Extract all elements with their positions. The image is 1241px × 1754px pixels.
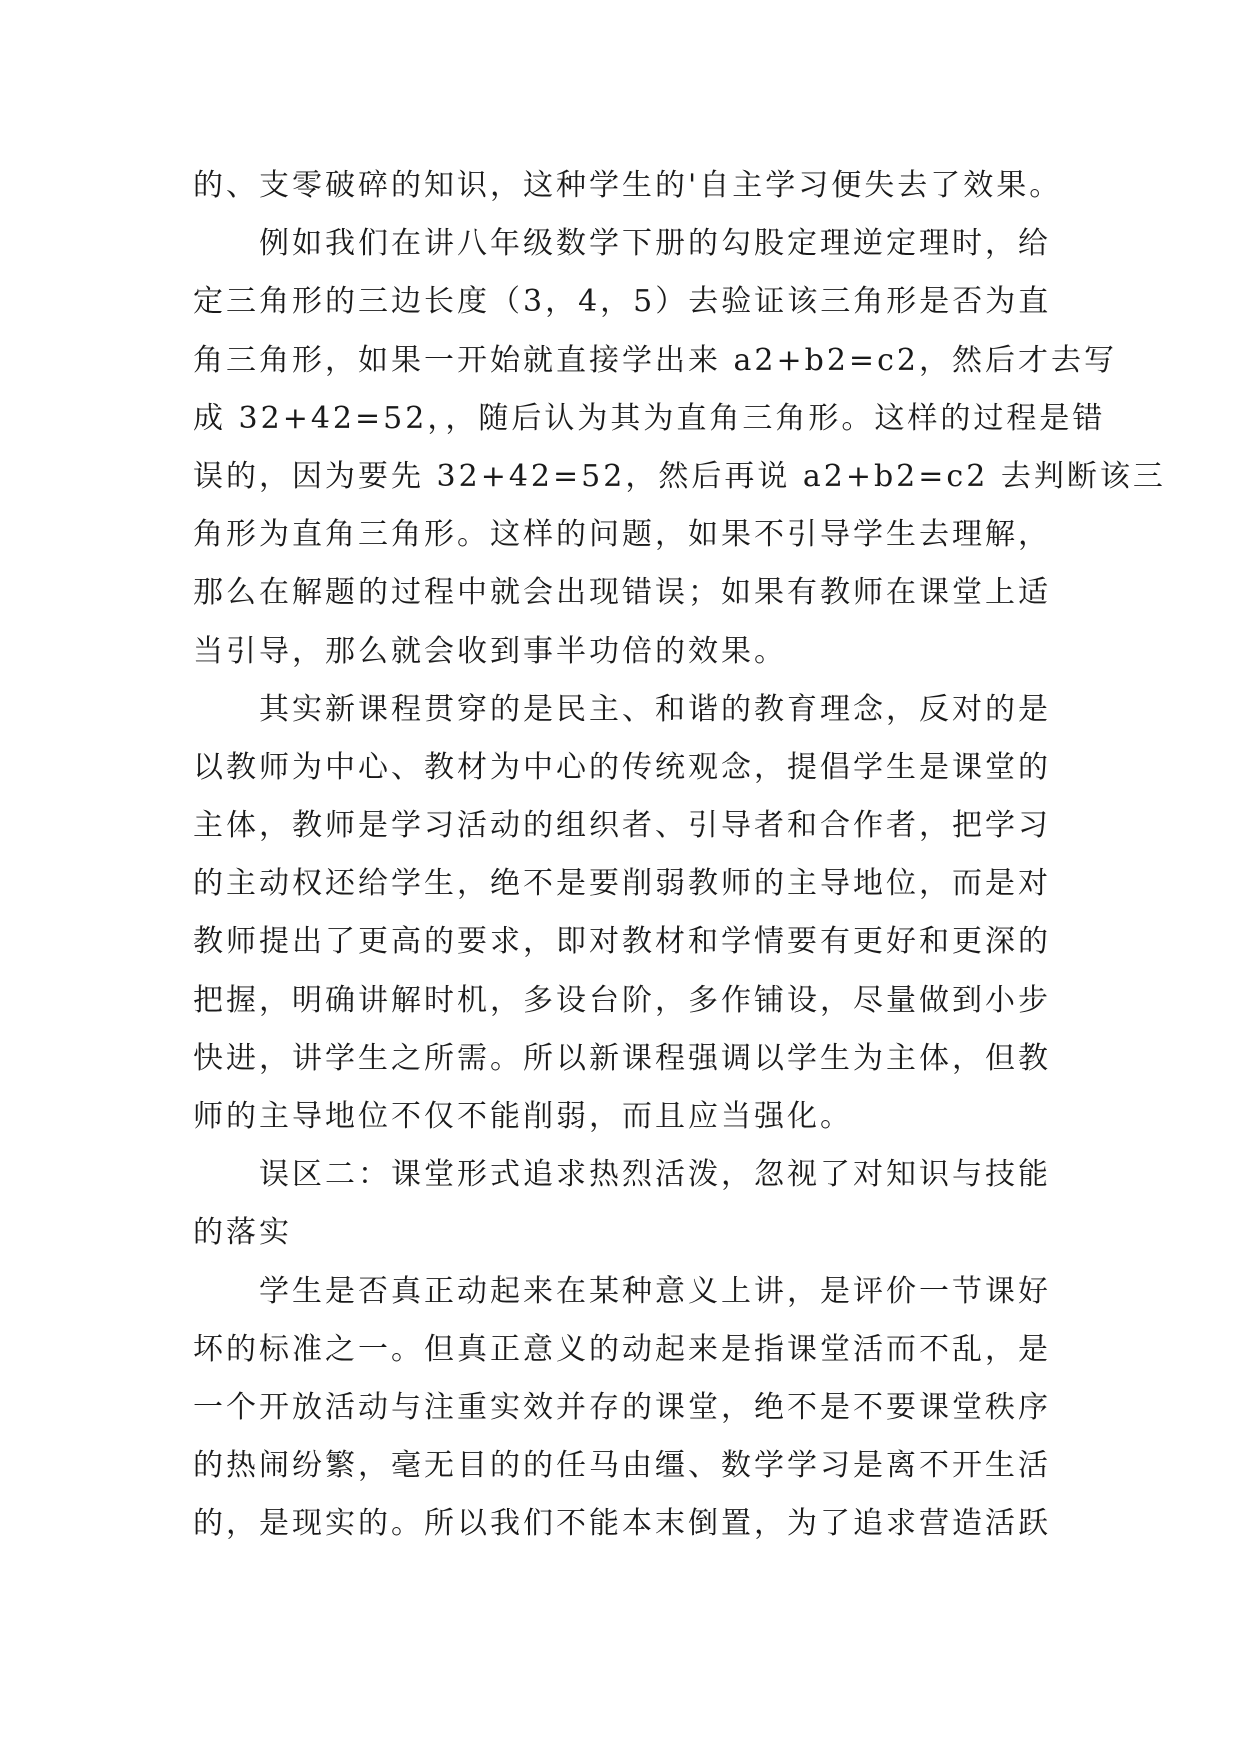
text-line: 的，是现实的。所以我们不能本末倒置，为了追求营造活跃 bbox=[193, 1506, 1051, 1542]
text-line: 把握，明确讲解时机，多设台阶，多作铺设，尽量做到小步 bbox=[193, 982, 1051, 1018]
text-line: 一个开放活动与注重实效并存的课堂，绝不是不要课堂秩序 bbox=[193, 1389, 1051, 1425]
text-line: 师的主导地位不仅不能削弱，而且应当强化。 bbox=[193, 1099, 853, 1134]
paragraph-start-line: 学生是否真正动起来在某种意义上讲，是评价一节课好 bbox=[259, 1273, 1051, 1309]
text-line: 误的，因为要先 32+42=52，然后再说 a2+b2=c2 去判断该三 bbox=[193, 458, 1166, 494]
text-line: 当引导，那么就会收到事半功倍的效果。 bbox=[193, 633, 787, 669]
text-line: 坏的标准之一。但真正意义的动起来是指课堂活而不乱，是 bbox=[193, 1331, 1051, 1367]
text-line: 的、支零破碎的知识，这种学生的'自主学习便失去了效果。 bbox=[193, 168, 1063, 203]
text-line: 的主动权还给学生，绝不是要削弱教师的主导地位，而是对 bbox=[193, 866, 1051, 902]
text-line: 教师提出了更高的要求，即对教材和学情要有更好和更深的 bbox=[193, 924, 1051, 960]
paragraph-start-line: 例如我们在讲八年级数学下册的勾股定理逆定理时，给 bbox=[259, 226, 1051, 262]
text-line: 快进，讲学生之所需。所以新课程强调以学生为主体，但教 bbox=[193, 1040, 1051, 1076]
section-heading-line: 误区二：课堂形式追求热烈活泼，忽视了对知识与技能 bbox=[259, 1157, 1051, 1193]
text-line: 以教师为中心、教材为中心的传统观念，提倡学生是课堂的 bbox=[193, 749, 1051, 785]
text-line: 定三角形的三边长度（3，4，5）去验证该三角形是否为直 bbox=[193, 284, 1052, 320]
text-line: 成 32+42=52，，随后认为其为直角三角形。这样的过程是错 bbox=[193, 400, 1106, 436]
text-line: 的热闹纷繁，毫无目的的任马由缰、数学学习是离不开生活 bbox=[193, 1448, 1051, 1484]
section-heading-line: 的落实 bbox=[193, 1215, 292, 1251]
body-text bbox=[193, 157, 1166, 1554]
text-line: 那么在解题的过程中就会出现错误；如果有教师在课堂上适 bbox=[193, 575, 1051, 611]
text-line: 主体，教师是学习活动的组织者、引导者和合作者，把学习 bbox=[193, 808, 1051, 844]
text-line: 角三角形，如果一开始就直接学出来 a2+b2=c2，然后才去写 bbox=[193, 342, 1117, 378]
paragraph-start-line: 其实新课程贯穿的是民主、和谐的教育理念，反对的是 bbox=[259, 691, 1051, 727]
text-line: 角形为直角三角形。这样的问题，如果不引导学生去理解， bbox=[193, 517, 1051, 553]
